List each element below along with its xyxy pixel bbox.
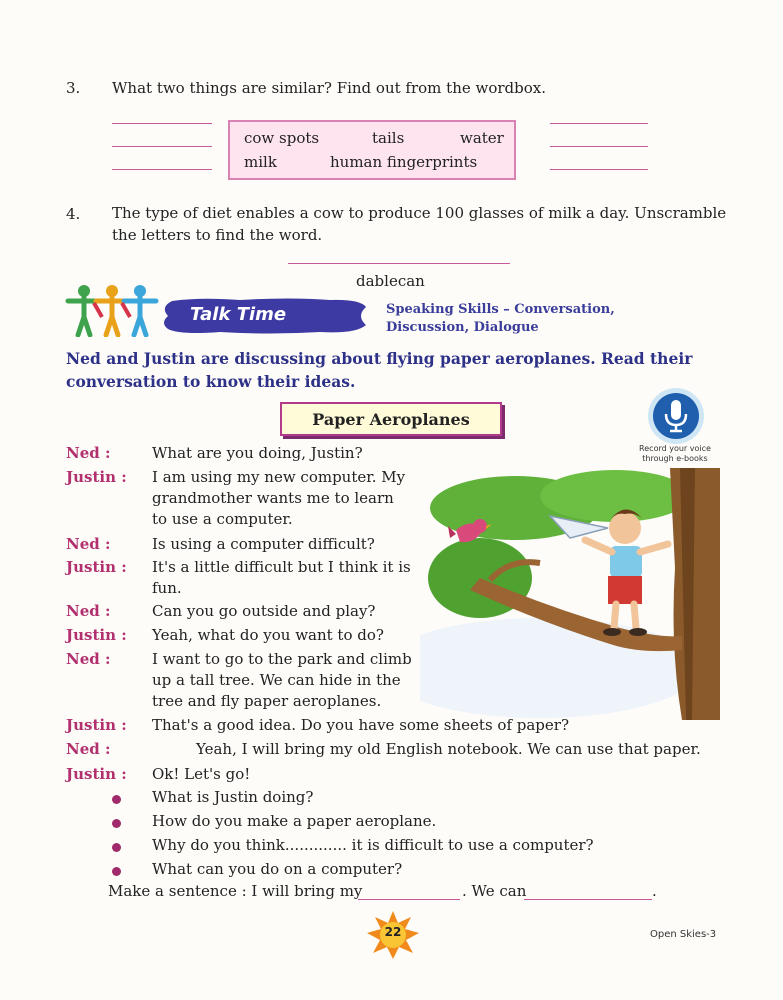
question-item: What is Justin doing? <box>152 788 314 806</box>
speaking-skills <box>386 301 615 337</box>
scrambled-word: dablecan <box>356 272 425 290</box>
boy-in-tree-illustration <box>420 468 725 720</box>
answer-line[interactable] <box>550 146 648 147</box>
q4-text-line1: The type of diet enables a cow to produce 100 glasses of milk a day. Unscramble <box>112 204 727 222</box>
dialogue-line: It's a little difficult but I think it is <box>152 558 411 576</box>
dialogue-line: to use a computer. <box>152 510 293 528</box>
record-label-line1: Record your voice <box>639 444 711 453</box>
wordbox-word: water <box>460 129 504 147</box>
talk-time-label: Talk Time <box>190 304 287 325</box>
dialogue-line: Yeah, what do you want to do? <box>152 626 384 644</box>
dialogue-line: Yeah, I will bring my old English notebook. We can use that paper. <box>196 740 701 758</box>
q4-text-line2: the letters to find the word. <box>112 226 323 244</box>
answer-line[interactable] <box>112 146 212 147</box>
microphone-icon[interactable] <box>647 387 705 445</box>
speaker-label: Ned : <box>66 740 111 758</box>
q3-text: What two things are similar? Find out from the wordbox. <box>112 79 546 97</box>
speaker-label: Justin : <box>66 765 127 783</box>
kids-logo-icon <box>64 283 160 337</box>
speaker-label: Justin : <box>66 716 127 734</box>
sentence-blank[interactable] <box>524 899 652 900</box>
book-title: Open Skies-3 <box>650 929 717 940</box>
wordbox-word: cow spots <box>244 129 320 147</box>
speaking-skills-line2: Discussion, Dialogue <box>386 320 539 335</box>
speaker-label: Ned : <box>66 602 111 620</box>
q3-number: 3. <box>66 79 81 97</box>
wordbox-word: milk <box>244 153 277 171</box>
speaker-label: Justin : <box>66 626 127 644</box>
answer-line[interactable] <box>550 123 648 124</box>
speaking-skills-line1: Speaking Skills – Conversation, <box>386 302 615 317</box>
bullet-icon <box>112 843 121 852</box>
dialogue-line: Is using a computer difficult? <box>152 535 375 553</box>
intro-text: Ned and Justin are discussing about flying paper aeroplanes. Read their conversation to know their ideas. <box>66 349 693 391</box>
question-item: How do you make a paper aeroplane. <box>152 812 437 830</box>
bullet-icon <box>112 867 121 876</box>
q4-number: 4. <box>66 205 81 223</box>
wordbox <box>228 120 516 180</box>
answer-line[interactable] <box>288 263 510 264</box>
answer-line[interactable] <box>550 169 648 170</box>
dialogue-line: tree and fly paper aeroplanes. <box>152 692 382 710</box>
bullet-icon <box>112 795 121 804</box>
speaker-label: Ned : <box>66 535 111 553</box>
speaker-label: Ned : <box>66 444 111 462</box>
dialogue-line: grandmother wants me to learn <box>152 489 394 507</box>
page-title: Paper Aeroplanes <box>312 410 470 429</box>
dialogue-line: fun. <box>152 579 182 597</box>
page-number: 22 <box>384 925 402 939</box>
speaker-label: Justin : <box>66 468 127 486</box>
sentence-part1: Make a sentence : I will bring my <box>108 882 363 900</box>
question-item: Why do you think............. it is difficult to use a computer? <box>152 836 594 854</box>
dialogue-line: What are you doing, Justin? <box>152 444 363 462</box>
sentence-part3: . <box>652 882 657 900</box>
dialogue-line: Ok! Let's go! <box>152 765 251 783</box>
record-voice-label <box>630 444 720 464</box>
speaker-label: Ned : <box>66 650 111 668</box>
bullet-icon <box>112 819 121 828</box>
dialogue-line: I am using my new computer. My <box>152 468 406 486</box>
sentence-part2: . We can <box>462 882 527 900</box>
dialogue-line: I want to go to the park and climb <box>152 650 412 668</box>
question-item: What can you do on a computer? <box>152 860 403 878</box>
dialogue-line: up a tall tree. We can hide in the <box>152 671 401 689</box>
wordbox-word: tails <box>372 129 405 147</box>
title-box <box>280 402 502 436</box>
answer-line[interactable] <box>112 169 212 170</box>
speaker-label: Justin : <box>66 558 127 576</box>
wordbox-word: human fingerprints <box>330 153 478 171</box>
dialogue-line: That's a good idea. Do you have some sheets of paper? <box>152 716 569 734</box>
record-label-line2: through e-books <box>642 454 708 463</box>
answer-line[interactable] <box>112 123 212 124</box>
sentence-blank[interactable] <box>358 899 460 900</box>
dialogue-line: Can you go outside and play? <box>152 602 376 620</box>
